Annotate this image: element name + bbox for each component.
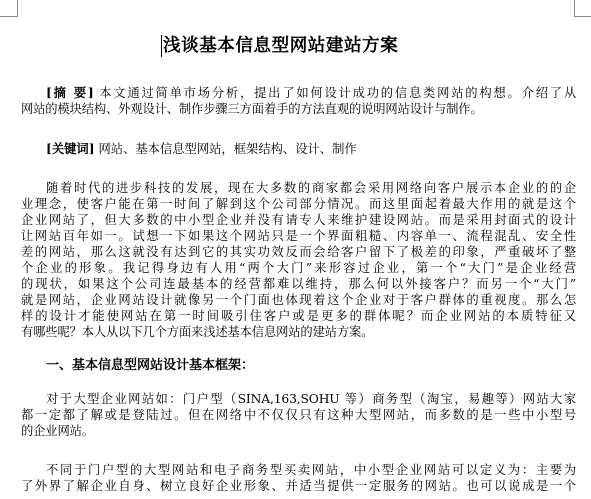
section1-p1-line: 对于大型企业网站如：门户型（SINA,163,SOHU 等）商务型（淘宝，易趣等）网站大家 (46, 392, 576, 406)
text-cursor (161, 35, 162, 57)
section1-p1-line: 的企业网站。 (21, 424, 94, 438)
abstract-label: [摘 要] (46, 85, 94, 100)
crop-mark-top-left-vertical (17, 0, 18, 17)
abstract-line-1: [摘 要] 本文通过简单市场分析，提出了如何设计成功的信息类网站的构想。介绍了从 (46, 85, 576, 100)
intro-line: 个企业的形象。我记得身边有人用“两个大门”来形容过企业，第一个“大门”是企业经营 (21, 261, 576, 275)
abstract-paragraph[interactable] (21, 85, 576, 117)
intro-line: 让网站百年如一。试想一下如果这个网站只是一个界面粗糙、内容单一、流程混乱、安全性 (21, 229, 576, 243)
crop-mark-top-right-vertical (574, 0, 575, 17)
intro-paragraph[interactable] (21, 180, 576, 340)
keywords-paragraph[interactable] (46, 141, 357, 157)
crop-mark-top-left-horizontal (0, 16, 17, 17)
keywords-text: 网站、基本信息型网站，框架结构、设计、制作 (98, 142, 357, 156)
section1-p2-line: 不同于门户型的大型网站和电子商务型买卖网站，中小型企业网站可以定义为：主要为 (46, 463, 576, 477)
intro-line: 就是网站，企业网站设计就像另一个门面也体现着这个企业对于客户群体的重视度。那么怎 (21, 293, 576, 307)
section1-p1-line: 都一定都了解或是登陆过。但在网络中不仅仅只有这种大型网站，而多数的是一些中小型号 (21, 408, 576, 422)
section1-paragraph-2[interactable] (21, 462, 576, 494)
section-heading-1[interactable]: 一、基本信息型网站设计基本框架： (46, 358, 255, 373)
abstract-line-2: 网站的模块结构、外观设计、制作步骤三方面着手的方法直观的说明网站设计与制作。 (21, 102, 483, 116)
intro-line: 有哪些呢？本人从以下几个方面来浅述基本信息网站的建站方案。 (21, 325, 374, 339)
section1-paragraph-1[interactable] (21, 391, 576, 439)
section1-p2-line: 了外界了解企业自身、树立良好企业形象、并适当提供一定服务的网站。也可以说成是一个 (21, 479, 576, 493)
intro-line: 业理念，使客户能在第一时间了解到这个公司部分情况。而这里面起着最大作用的就是这个 (21, 197, 576, 211)
intro-line: 样的设计才能使网站在第一时间吸引住客户或是更多的群体呢？而企业网站的本质特征又 (21, 309, 576, 323)
crop-mark-top-right-horizontal (574, 16, 591, 17)
document-title[interactable]: 浅谈基本信息型网站建站方案 (163, 36, 399, 56)
intro-line: 随着时代的进步科技的发展，现在大多数的商家都会采用网络向客户展示本企业的的企 (46, 181, 576, 195)
intro-line: 企业网站了，但大多数的中小型企业并没有请专人来维护建设网站。而是采用封面式的设计 (21, 213, 576, 227)
intro-line: 差的网站，那么这就没有达到它的其实功效反而会给客户留下了极差的印象，严重破坏了整 (21, 245, 576, 259)
intro-line: 的现状，如果这个公司连最基本的经营都难以维持，那么何以外接客户？而另一个“大门” (21, 277, 576, 291)
keywords-label: [关键词] (46, 141, 95, 156)
